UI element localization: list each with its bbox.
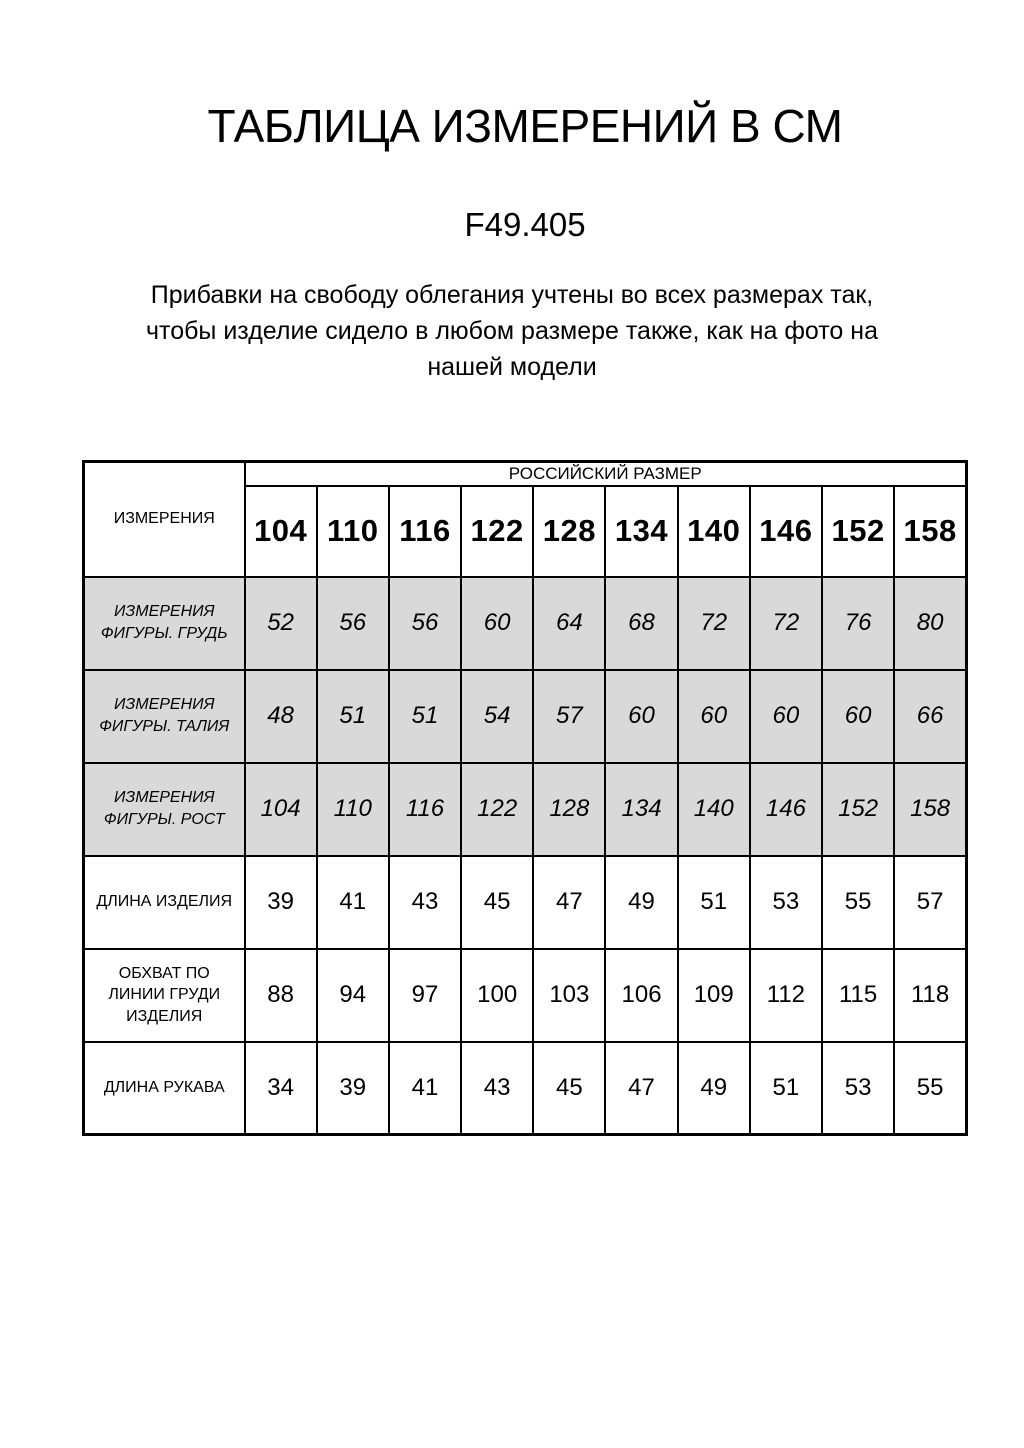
- size-header-cell: 122: [461, 486, 533, 577]
- value-cell: 146: [750, 763, 822, 856]
- row-label: ДЛИНА РУКАВА: [84, 1042, 245, 1135]
- value-cell: 100: [461, 949, 533, 1042]
- table-row: [84, 1042, 967, 1135]
- value-cell: 94: [317, 949, 389, 1042]
- value-cell: 47: [533, 856, 605, 949]
- value-cell: 49: [605, 856, 677, 949]
- row-label: ИЗМЕРЕНИЯ ФИГУРЫ. ТАЛИЯ: [84, 670, 245, 763]
- row-label: ИЗМЕРЕНИЯ ФИГУРЫ. ГРУДЬ: [84, 577, 245, 670]
- row-label: ОБХВАТ ПО ЛИНИИ ГРУДИ ИЗДЕЛИЯ: [84, 949, 245, 1042]
- table-row: [84, 856, 967, 949]
- table-row: [84, 670, 967, 763]
- size-header-cell: 140: [678, 486, 750, 577]
- value-cell: 106: [605, 949, 677, 1042]
- value-cell: 112: [750, 949, 822, 1042]
- value-cell: 80: [894, 577, 966, 670]
- size-header-cell: 152: [822, 486, 894, 577]
- value-cell: 104: [245, 763, 317, 856]
- value-cell: 152: [822, 763, 894, 856]
- value-cell: 76: [822, 577, 894, 670]
- value-cell: 97: [389, 949, 461, 1042]
- size-header-cell: 146: [750, 486, 822, 577]
- value-cell: 115: [822, 949, 894, 1042]
- size-header-cell: 110: [317, 486, 389, 577]
- size-table: [82, 460, 968, 1136]
- value-cell: 43: [461, 1042, 533, 1135]
- value-cell: 51: [389, 670, 461, 763]
- value-cell: 48: [245, 670, 317, 763]
- measurements-header-cell: ИЗМЕРЕНИЯ: [84, 462, 245, 577]
- fit-note: [112, 277, 912, 385]
- value-cell: 118: [894, 949, 966, 1042]
- row-label: ИЗМЕРЕНИЯ ФИГУРЫ. РОСТ: [84, 763, 245, 856]
- value-cell: 60: [822, 670, 894, 763]
- value-cell: 54: [461, 670, 533, 763]
- fit-note-line: нашей модели: [427, 353, 597, 381]
- value-cell: 60: [678, 670, 750, 763]
- value-cell: 158: [894, 763, 966, 856]
- value-cell: 41: [317, 856, 389, 949]
- value-cell: 110: [317, 763, 389, 856]
- size-header-cell: 134: [605, 486, 677, 577]
- value-cell: 34: [245, 1042, 317, 1135]
- value-cell: 55: [822, 856, 894, 949]
- value-cell: 39: [317, 1042, 389, 1135]
- value-cell: 88: [245, 949, 317, 1042]
- value-cell: 53: [822, 1042, 894, 1135]
- value-cell: 51: [317, 670, 389, 763]
- value-cell: 53: [750, 856, 822, 949]
- value-cell: 60: [605, 670, 677, 763]
- value-cell: 45: [533, 1042, 605, 1135]
- value-cell: 45: [461, 856, 533, 949]
- value-cell: 43: [389, 856, 461, 949]
- value-cell: 39: [245, 856, 317, 949]
- value-cell: 68: [605, 577, 677, 670]
- table-row: [84, 763, 967, 856]
- fit-note-line: Прибавки на свободу облегания учтены во всех размерах так,: [150, 281, 874, 309]
- group-header-row: [84, 462, 967, 486]
- page-title: ТАБЛИЦА ИЗМЕРЕНИЙ В СМ: [207, 100, 843, 152]
- value-cell: 60: [750, 670, 822, 763]
- value-cell: 47: [605, 1042, 677, 1135]
- value-cell: 134: [605, 763, 677, 856]
- value-cell: 56: [389, 577, 461, 670]
- size-header-cell: 158: [894, 486, 966, 577]
- table-row: [84, 949, 967, 1042]
- size-header-cell: 128: [533, 486, 605, 577]
- value-cell: 55: [894, 1042, 966, 1135]
- value-cell: 72: [678, 577, 750, 670]
- fit-note-line: чтобы изделие сидело в любом размере также, как на фото на: [146, 317, 878, 345]
- size-header-cell: 116: [389, 486, 461, 577]
- value-cell: 51: [750, 1042, 822, 1135]
- value-cell: 116: [389, 763, 461, 856]
- value-cell: 57: [894, 856, 966, 949]
- value-cell: 64: [533, 577, 605, 670]
- value-cell: 56: [317, 577, 389, 670]
- value-cell: 60: [461, 577, 533, 670]
- value-cell: 66: [894, 670, 966, 763]
- table-row: [84, 577, 967, 670]
- value-cell: 57: [533, 670, 605, 763]
- article-code: F49.405: [464, 206, 586, 243]
- value-cell: 49: [678, 1042, 750, 1135]
- value-cell: 51: [678, 856, 750, 949]
- size-header-cell: 104: [245, 486, 317, 577]
- value-cell: 128: [533, 763, 605, 856]
- value-cell: 52: [245, 577, 317, 670]
- value-cell: 41: [389, 1042, 461, 1135]
- value-cell: 109: [678, 949, 750, 1042]
- value-cell: 72: [750, 577, 822, 670]
- row-label: ДЛИНА ИЗДЕЛИЯ: [84, 856, 245, 949]
- russian-size-header-cell: РОССИЙСКИЙ РАЗМЕР: [245, 462, 967, 486]
- value-cell: 140: [678, 763, 750, 856]
- value-cell: 122: [461, 763, 533, 856]
- value-cell: 103: [533, 949, 605, 1042]
- size-table-body: [84, 577, 967, 1135]
